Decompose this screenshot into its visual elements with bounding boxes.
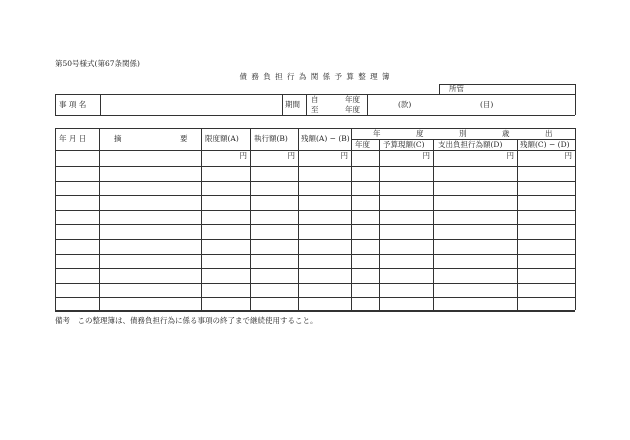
sub-spending-header: 支出負担行為額(D) — [438, 140, 503, 149]
unit-executed: 円 — [287, 151, 295, 160]
ledger-row-line — [55, 210, 575, 211]
fiscal-year-to: 年度 — [345, 105, 360, 114]
ledger-row-line — [55, 239, 575, 240]
ledger-row-line — [55, 195, 575, 196]
ledger-row-line — [55, 254, 575, 255]
ledger-row-line — [55, 181, 575, 182]
col-limit-header: 限度額(A) — [205, 134, 239, 143]
unit-spending: 円 — [506, 151, 514, 160]
col-remaining-header: 残額(A) − (B) — [301, 134, 350, 143]
form-label: 第50号様式(第67条関係) — [55, 59, 140, 68]
ledger-row-line — [55, 297, 575, 298]
ledger-row-line — [55, 283, 575, 284]
sub-budget-header: 予算現額(C) — [383, 140, 425, 149]
col-date-header: 年 月 日 — [59, 134, 87, 143]
ledger-row-line — [55, 166, 575, 167]
group-header-char-5: 出 — [545, 129, 553, 138]
sub-year-header: 年度 — [355, 140, 370, 149]
fiscal-year-from: 年度 — [345, 95, 360, 104]
col-executed-header: 執行額(B) — [254, 134, 288, 143]
col-summary-header-a: 摘 — [114, 134, 122, 143]
period-from-label: 自 — [311, 95, 319, 104]
group-header-char-3: 別 — [459, 129, 467, 138]
ledger-row-line — [55, 268, 575, 269]
footnote: 備考 この整理簿は、債務負担行為に係る事項の終了まで継続使用すること。 — [55, 316, 318, 325]
group-header-char-2: 度 — [416, 129, 424, 138]
project-name-label: 事 項 名 — [59, 100, 87, 109]
col-summary-header-b: 要 — [180, 134, 188, 143]
unit-budget: 円 — [422, 151, 430, 160]
section-label: (款) — [398, 100, 412, 109]
period-label: 期間 — [285, 100, 300, 109]
page-title: 債 務 負 担 行 為 関 係 予 算 整 理 簿 — [239, 72, 391, 81]
sub-balance-header: 残額(C) − (D) — [520, 140, 570, 149]
ledger-row-line — [55, 224, 575, 225]
group-header-char-1: 年 — [373, 129, 381, 138]
unit-limit: 円 — [239, 151, 247, 160]
group-header-char-4: 歳 — [502, 129, 510, 138]
dept-label: 所管 — [449, 84, 464, 93]
item-label: (目) — [480, 100, 494, 109]
unit-balance: 円 — [564, 151, 572, 160]
unit-remaining: 円 — [340, 151, 348, 160]
project-name-field[interactable] — [102, 96, 280, 113]
period-to-label: 至 — [311, 105, 319, 114]
